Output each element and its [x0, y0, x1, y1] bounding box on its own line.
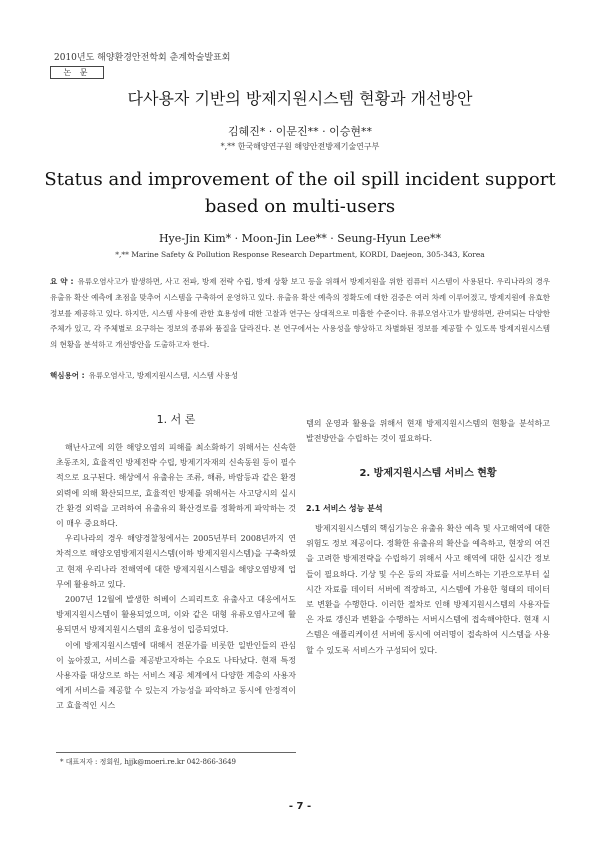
keywords-label: 핵심용어 : [50, 371, 85, 380]
korean-affiliation: *,** 한국해양연구원 해양안전방제기술연구부 [220, 142, 380, 151]
section-1-title: 1. 서 론 [156, 413, 196, 426]
footnote-divider [56, 752, 296, 753]
keywords-text: 유류오염사고, 방제지원시스템, 시스템 사용성 [88, 371, 239, 380]
right-column-top [306, 416, 550, 446]
section-1-paragraph-3: 2007년 12월에 발생한 허베이 스피리트호 유출사고 대응에서도 방제지원시스템이 활용되었으며, 이와 같은 대형 유류오염사고에 활용되면서 방제지원시스템의 효용성이 입증되었다. [56, 595, 296, 635]
english-authors: Hye-Jin Kim* · Moon-Jin Lee** · Seung-Hyun Lee** [158, 232, 442, 245]
footnote: * 대표저자 : 정회원, hjjk@moeri.re.kr 042-866-3649 [60, 758, 237, 766]
english-title [0, 166, 600, 220]
korean-title: 다사용자 기반의 방제지원시스템 현황과 개선방안 [127, 89, 473, 108]
abstract [50, 274, 550, 353]
paper-type-badge: 논 문 [50, 66, 104, 79]
page-number: - 7 - [288, 801, 312, 812]
section-1-paragraph-4-continued: 템의 운영과 활용을 위해서 현재 방제지원시스템의 현황을 분석하고 발전방안을 수립하는 것이 필요하다. [306, 419, 550, 444]
left-column [56, 440, 296, 714]
conference-header: 2010년도 해양환경안전학회 춘계학술발표회 [54, 53, 231, 63]
english-title-line-1: Status and improvement of the oil spill incident support [44, 169, 556, 190]
section-1-paragraph-4: 이에 방제지원시스템에 대해서 전문가를 비롯한 일반인들의 관심이 높아졌고, 서비스를 제공받고자하는 수요도 나타났다. 현재 특정 사용자를 대상으로 하는 서비스 제공 체계에서 다양한 계층의 사용자에게 서비스를 제공할 수 있는지 가능성을 파악하고 동시에 안정적이고 효율적인 시스 [56, 640, 296, 711]
abstract-label: 요 약 : [50, 277, 74, 286]
section-2-paragraph-1: 방제지원시스템의 핵심기능은 유출유 확산 예측 및 사고해역에 대한 위험도 정보 제공이다. 정확한 유출유의 확산을 예측하고, 현장의 여건을 고려한 방제전략을 수립하기 위해서 사고 해역에 대한 실시간 정보들이 필요하다. 기상 및 수온 등의 자료를 서비스하는 기관으로부터 실시간 자료를 데이터 서버에 적장하고, 시스템에 가용한 형태의 데이터로 변환을 수행한다. 이러한 절차로 인해 방제지원시스템의 사용자들은 자료 갱신과 변환을 수행하는 서버시스템에 접속해야한다. 현재 시스템은 애플리케이션 서버에 동시에 여러명이 접속하여 시스템을 사용할 수 있도록 서비스가 구성되어 있다. [306, 524, 550, 655]
abstract-text: 유류오염사고가 발생하면, 사고 전파, 방제 전략 수립, 방제 상황 보고 등을 위해서 방제지원을 위한 컴퓨터 시스템이 사용된다. 우리나라의 경우 유출유 확산 예측에 초점을 맞추어 시스템을 구축하여 운영하고 있다. 유출유 확산 예측의 정확도에 대한 검증은 여러 차례 이루어졌고, 방제지원에 유효한 정보를 제공하고 있다. 하지만, 시스템 사용에 관한 효용성에 대한 고찰과 연구는 상대적으로 미흡한 수준이다. 유류오염사고가 발생하면, 관여되는 다양한 주체가 있고, 각 주체별로 요구하는 정보의 종류와 품질을 달라진다. 본 연구에서는 사용성을 향상하고 차별화된 정보를 제공할 수 있도록 방제지원시스템의 현황을 분석하고 개선방안을 도출하고자 한다. [50, 277, 550, 350]
korean-authors: 김혜진* · 이문진** · 이승현** [227, 125, 373, 138]
english-title-line-2: based on multi-users [204, 196, 396, 217]
english-affiliation: *,** Marine Safety & Pollution Response Research Department, KORDI, Daejeon, 305-343, Korea [115, 250, 485, 259]
keywords [50, 370, 550, 381]
subsection-2-1-title: 2.1 서비스 성능 분석 [306, 504, 383, 513]
section-2-title: 2. 방제지원시스템 서비스 현황 [359, 468, 497, 479]
section-1-paragraph-2: 우리나라의 경우 해양경찰청에서는 2005년부터 2008년까지 연차적으로 해양오염방제지원시스템(이하 방제지원시스템)을 구축하였고 현재 우리나라 전해역에 대한 방제지원시스템을 해양오염방제 업무에 활용하고 있다. [56, 534, 296, 589]
right-column-body [306, 521, 550, 658]
section-1-paragraph-1: 해난사고에 의한 해양오염의 피해를 최소화하기 위해서는 신속한 초동조치, 효율적인 방제전략 수립, 방제기자재의 신속동원 등이 필수적으로 요구된다. 해상에서 유출유는 조류, 해류, 바람등과 같은 환경외력에 의해 확산되므로, 효율적인 방제를 위해서는 사고당시의 실시간 환경 외력을 고려하여 유출유의 확산경로를 정확하게 파악하는 것이 매우 중요하다. [56, 443, 296, 529]
